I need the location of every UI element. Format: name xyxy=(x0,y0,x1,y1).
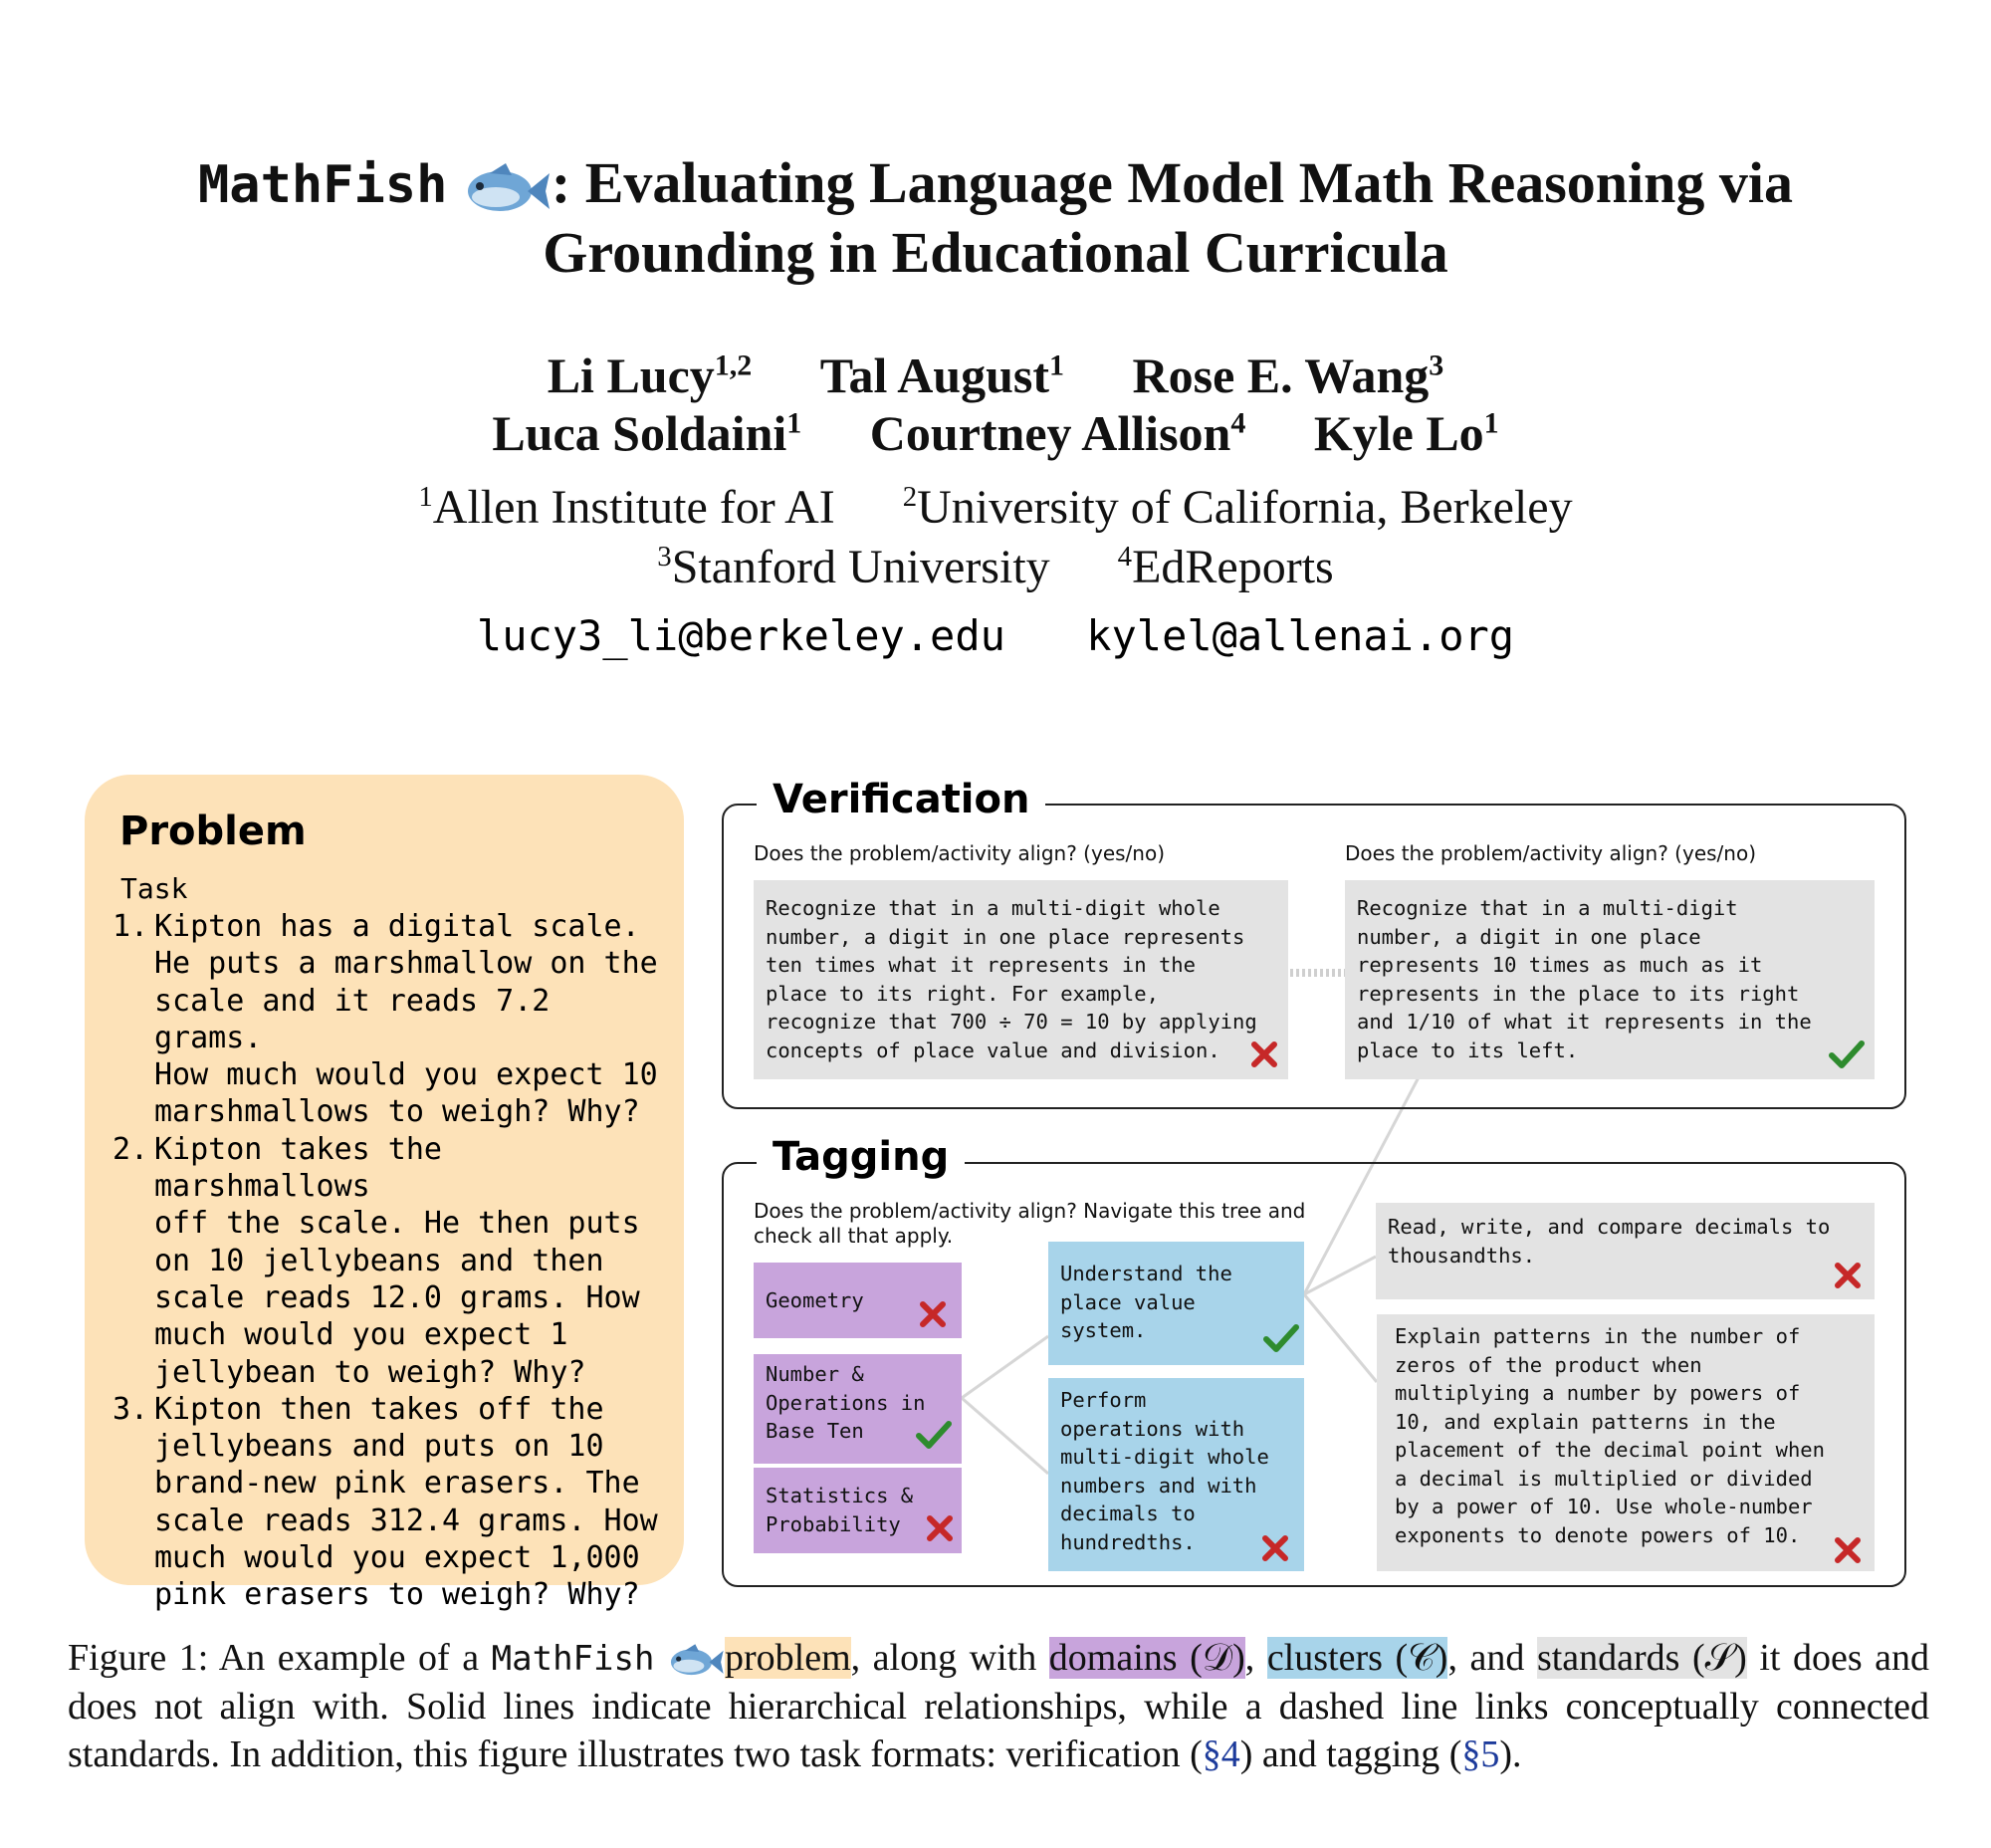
task-label: Task xyxy=(120,872,188,905)
check-icon xyxy=(1263,1323,1299,1353)
list-item: 2. Kipton takes the marshmallows off the scale. He then puts on 10 jellybeans and then scale reads 12.0 grams. How much would you expect 1 jellybean to weigh? Why? xyxy=(112,1131,640,1390)
author: Kyle Lo$^1$ xyxy=(1313,405,1499,461)
affiliation: $^2$University of California, Berkeley xyxy=(902,481,1573,534)
check-icon xyxy=(916,1420,952,1450)
fish-icon xyxy=(667,1643,725,1679)
author: Tal August$^1$ xyxy=(819,347,1065,403)
title-line-1-text: : Evaluating Language Model Math Reasoning via xyxy=(551,150,1794,215)
cluster-label: Perform operations with multi-digit whole numbers and with decimals to hundredths. xyxy=(1060,1388,1269,1554)
standard-label: Read, write, and compare decimals to thousandths. xyxy=(1388,1215,1831,1268)
cluster-place-value[interactable] xyxy=(1048,1242,1304,1365)
figure-caption: Figure 1: An example of a MathFish problem, along with domains (𝒟), clusters (𝒞), and standards (𝒮) it does and does not align with. Solid lines indicate hierarchical relationships, while a dashed line links conceptually connected standards. In addition, this figure illustrates two task formats: verification (§4) and tagging (§5). xyxy=(68,1637,1930,1775)
affiliation: $^4$EdReports xyxy=(1117,541,1334,593)
caption-app-name: MathFish xyxy=(491,1639,655,1679)
caption-standards-highlight: standards (𝒮) xyxy=(1536,1637,1747,1679)
standard-card-left xyxy=(754,880,1288,1079)
standard-text: Recognize that in a multi-digit number, a digit in one place represents 10 times as much as it represents in the place to its right and 1/10 of what it represents in the place to its left. xyxy=(1357,896,1812,1062)
verification-question-right: Does the problem/activity align? (yes/no) xyxy=(1345,841,1756,865)
caption-clusters-highlight: clusters (𝒞) xyxy=(1266,1637,1448,1679)
tagging-heading: Tagging xyxy=(757,1134,965,1180)
title-app-name: MathFish xyxy=(197,155,448,215)
standard-explain-patterns[interactable] xyxy=(1377,1314,1875,1571)
author: Luca Soldaini$^1$ xyxy=(492,405,802,461)
email-link[interactable]: lucy3_li@berkeley.edu xyxy=(476,611,1005,660)
cross-icon xyxy=(918,1299,948,1329)
verification-question-left: Does the problem/activity align? (yes/no) xyxy=(754,841,1165,865)
cross-icon xyxy=(1833,1261,1863,1290)
list-item: 3. Kipton then takes off the jellybeans and puts on 10 brand-new pink erasers. The scale reads 312.4 grams. How much would you expect 1,000 pink erasers to weigh? Why? xyxy=(112,1391,658,1613)
standard-read-write-decimals[interactable] xyxy=(1376,1203,1875,1299)
cross-icon xyxy=(1260,1533,1290,1563)
author: Courtney Allison$^4$ xyxy=(869,405,1246,461)
caption-domains-highlight: domains (𝒟) xyxy=(1048,1637,1245,1679)
section-4-link[interactable]: §4 xyxy=(1202,1733,1240,1775)
standard-card-right xyxy=(1345,880,1875,1079)
author: Rose E. Wang$^3$ xyxy=(1132,347,1444,403)
caption-label: Figure 1: xyxy=(68,1637,209,1679)
domain-label: Geometry xyxy=(766,1288,864,1312)
cross-icon xyxy=(925,1513,955,1543)
caption-problem-highlight: problem xyxy=(724,1637,851,1679)
email-link[interactable]: kylel@allenai.org xyxy=(1086,611,1515,660)
cluster-perform-operations[interactable] xyxy=(1048,1378,1304,1571)
list-item: 1. Kipton has a digital scale. He puts a marshmallow on the scale and it reads 7.2 grams. How much would you expect 10 marshmallows to weigh? Why? xyxy=(112,909,658,1130)
affiliation: $^1$Allen Institute for AI xyxy=(418,481,835,534)
domain-geometry[interactable] xyxy=(754,1263,962,1338)
domain-label: Statistics & Probability xyxy=(766,1484,914,1536)
cluster-label: Understand the place value system. xyxy=(1060,1262,1232,1342)
domain-number-operations[interactable] xyxy=(754,1354,962,1464)
cross-icon xyxy=(1249,1040,1279,1069)
section-5-link[interactable]: §5 xyxy=(1461,1733,1500,1775)
title-line-2: Grounding in Educational Curricula xyxy=(543,220,1448,285)
affiliation: $^3$Stanford University xyxy=(657,541,1050,593)
domain-statistics-probability[interactable] xyxy=(754,1468,962,1553)
verification-heading: Verification xyxy=(757,777,1045,822)
domain-label: Number & Operations in Base Ten xyxy=(766,1362,926,1443)
check-icon xyxy=(1829,1040,1865,1069)
standard-text: Recognize that in a multi-digit whole number, a digit in one place represents ten times what it represents in the place to its right. For example, recognize that 700 ÷ 70 = 10 by applying concepts of place value and division. xyxy=(766,896,1257,1062)
tagging-question: Does the problem/activity align? Navigate this tree and check all that apply. xyxy=(754,1199,1306,1248)
problem-heading: Problem xyxy=(119,808,307,854)
author: Li Lucy$^{1,2}$ xyxy=(547,347,753,403)
cross-icon xyxy=(1833,1535,1863,1565)
standard-label: Explain patterns in the number of zeros of the product when multiplying a number by powers of 10, and explain patterns in the placement of the decimal point when a decimal is multiplied or divided by a power of 10. Use whole-number exponents to denote powers of 10. xyxy=(1395,1324,1825,1547)
